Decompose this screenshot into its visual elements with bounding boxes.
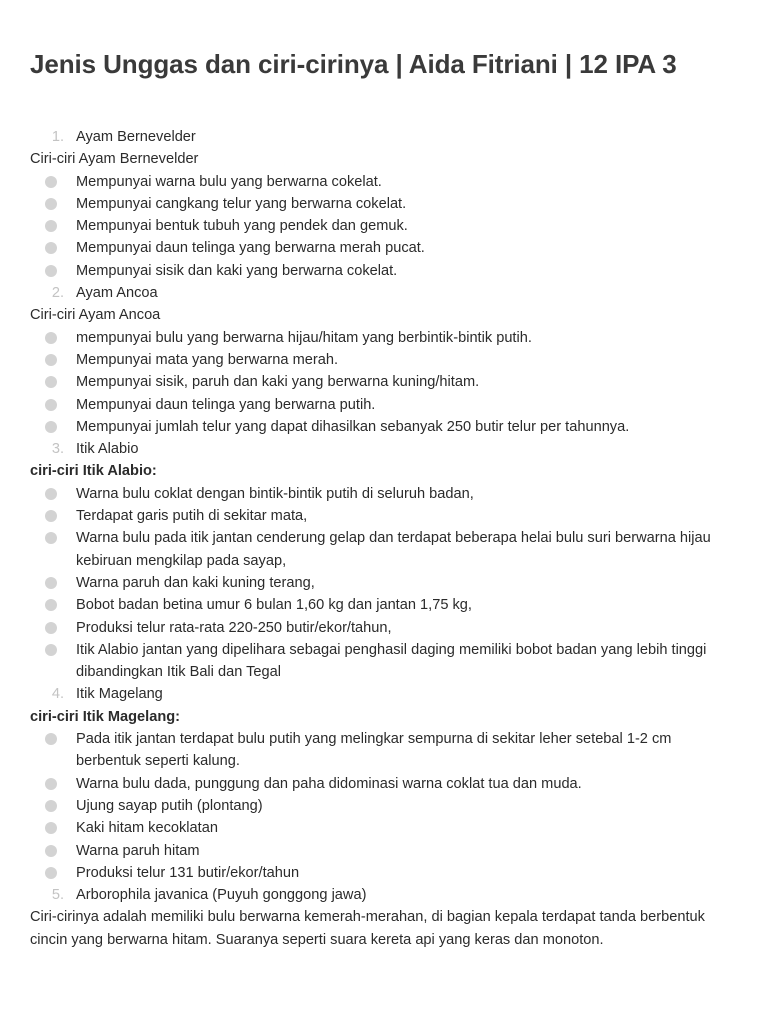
bullet-list-item xyxy=(30,572,738,594)
numbered-list-item xyxy=(30,884,738,906)
bullet-list-item xyxy=(30,416,738,438)
bullet-list-item xyxy=(30,773,738,795)
bullet-list-item xyxy=(30,215,738,237)
bullet-list-item xyxy=(30,728,738,773)
bullet-text: Mempunyai sisik dan kaki yang berwarna cokelat. xyxy=(76,262,398,279)
section-name: Ayam Bernevelder xyxy=(76,129,196,145)
section-heading: Ciri-ciri Ayam Ancoa xyxy=(30,307,161,324)
bullet-text: Ujung sayap putih (plontang) xyxy=(76,797,263,814)
bullet-dot-icon xyxy=(45,376,57,388)
bullet-dot-icon xyxy=(45,488,57,500)
bullet-dot-icon xyxy=(45,800,57,812)
bullet-dot-icon xyxy=(45,510,57,522)
bullet-dot-icon xyxy=(45,599,57,611)
bullet-list-item xyxy=(30,193,738,215)
bullet-list-item xyxy=(30,260,738,282)
page-title: Jenis Unggas dan ciri-cirinya | Aida Fitriani | 12 IPA 3 xyxy=(30,49,677,79)
bullet-text: Kaki hitam kecoklatan xyxy=(76,820,218,837)
bullet-text: Mempunyai warna bulu yang berwarna cokelat. xyxy=(76,173,382,190)
bullet-dot-icon xyxy=(45,354,57,366)
bullet-list-item xyxy=(30,327,738,349)
bullet-dot-icon xyxy=(45,644,57,656)
bullet-text: Itik Alabio jantan yang dipelihara sebagai penghasil daging memiliki bobot badan yang lebih tinggi dibandingkan Itik Bali dan Tegal xyxy=(76,641,707,681)
bullet-text: Mempunyai mata yang berwarna merah. xyxy=(76,351,339,368)
bullet-list-item xyxy=(30,817,738,839)
numbered-list-item xyxy=(30,282,738,304)
bullet-list-item xyxy=(30,483,738,505)
bullet-dot-icon xyxy=(45,733,57,745)
bullet-list-item xyxy=(30,349,738,371)
bullet-text: Warna bulu pada itik jantan cenderung gelap dan terdapat beberapa helai bulu suri berwarna hijau kebiruan mengkilap pada sayap, xyxy=(76,530,711,569)
bullet-dot-icon xyxy=(45,577,57,589)
list-number: 4. xyxy=(51,686,64,703)
bullet-dot-icon xyxy=(45,399,57,411)
bullet-dot-icon xyxy=(45,867,57,879)
bullet-dot-icon xyxy=(45,332,57,344)
document-page xyxy=(30,46,738,951)
section-name: Itik Magelang xyxy=(76,686,163,703)
bullet-dot-icon xyxy=(45,176,57,188)
numbered-list-item xyxy=(30,126,738,148)
numbered-list-item xyxy=(30,683,738,705)
section-heading: ciri-ciri Itik Alabio: xyxy=(30,463,157,480)
bullet-dot-icon xyxy=(45,220,57,232)
bullet-text: Mempunyai sisik, paruh dan kaki yang berwarna kuning/hitam. xyxy=(76,374,480,391)
bullet-dot-icon xyxy=(45,421,57,433)
list-number: 1. xyxy=(51,129,64,145)
bullet-list-item xyxy=(30,171,738,193)
numbered-list-item xyxy=(30,438,738,460)
bullet-list-item xyxy=(30,527,738,572)
bullet-list-item xyxy=(30,862,738,884)
bullet-text: Bobot badan betina umur 6 bulan 1,60 kg dan jantan 1,75 kg, xyxy=(76,597,472,614)
bullet-list-item xyxy=(30,371,738,393)
bullet-dot-icon xyxy=(45,242,57,254)
bullet-list-item xyxy=(30,394,738,416)
section-name: Itik Alabio xyxy=(76,441,139,458)
bullet-dot-icon xyxy=(45,198,57,210)
bullet-list-item xyxy=(30,840,738,862)
bullet-text: Mempunyai jumlah telur yang dapat dihasilkan sebanyak 250 butir telur per tahunnya. xyxy=(76,418,630,435)
bullet-dot-icon xyxy=(45,622,57,634)
bullet-text: Warna paruh hitam xyxy=(76,842,200,859)
bullet-text: mempunyai bulu yang berwarna hijau/hitam yang berbintik-bintik putih. xyxy=(76,329,532,346)
bullet-text: Warna bulu dada, punggung dan paha didominasi warna coklat tua dan muda. xyxy=(76,775,582,792)
bullet-dot-icon xyxy=(45,778,57,790)
bullet-dot-icon xyxy=(45,845,57,857)
list-number: 5. xyxy=(51,887,64,904)
bullet-list-item xyxy=(30,795,738,817)
bullet-list-item xyxy=(30,237,738,259)
bullet-text: Pada itik jantan terdapat bulu putih yang melingkar sempurna di sekitar leher setebal 1-2 cm berbentuk seperti kalung. xyxy=(76,731,672,770)
bullet-dot-icon xyxy=(45,265,57,277)
bullet-dot-icon xyxy=(45,822,57,834)
bullet-text: Warna bulu coklat dengan bintik-bintik putih di seluruh badan, xyxy=(76,485,474,502)
bullet-text: Mempunyai cangkang telur yang berwarna cokelat. xyxy=(76,195,407,212)
section-name: Arborophila javanica (Puyuh gonggong jawa) xyxy=(76,887,367,904)
bullet-list-item xyxy=(30,639,738,684)
bullet-dot-icon xyxy=(45,532,57,544)
section-name: Ayam Ancoa xyxy=(76,285,158,302)
section-heading: ciri-ciri Itik Magelang: xyxy=(30,708,181,725)
bullet-text: Warna paruh dan kaki kuning terang, xyxy=(76,574,315,591)
bullet-text: Mempunyai bentuk tubuh yang pendek dan gemuk. xyxy=(76,218,408,235)
bullet-list-item xyxy=(30,505,738,527)
bullet-text: Produksi telur rata-rata 220-250 butir/ekor/tahun, xyxy=(76,619,392,636)
bullet-list-item xyxy=(30,594,738,616)
bullet-text: Mempunyai daun telinga yang berwarna merah pucat. xyxy=(76,240,425,257)
section-heading: Ciri-ciri Ayam Bernevelder xyxy=(30,151,199,168)
bullet-text: Mempunyai daun telinga yang berwarna putih. xyxy=(76,396,376,413)
list-number: 2. xyxy=(51,285,64,302)
document-body xyxy=(30,126,738,951)
section-paragraph: Ciri-cirinya adalah memiliki bulu berwarna kemerah-merahan, di bagian kepala terdapat tanda berbentuk cincin yang berwarna hitam. Suaranya seperti suara kereta api yang keras dan monoton. xyxy=(30,909,705,948)
bullet-text: Terdapat garis putih di sekitar mata, xyxy=(76,508,308,525)
bullet-text: Produksi telur 131 butir/ekor/tahun xyxy=(76,864,300,881)
list-number: 3. xyxy=(51,441,64,458)
bullet-list-item xyxy=(30,617,738,639)
